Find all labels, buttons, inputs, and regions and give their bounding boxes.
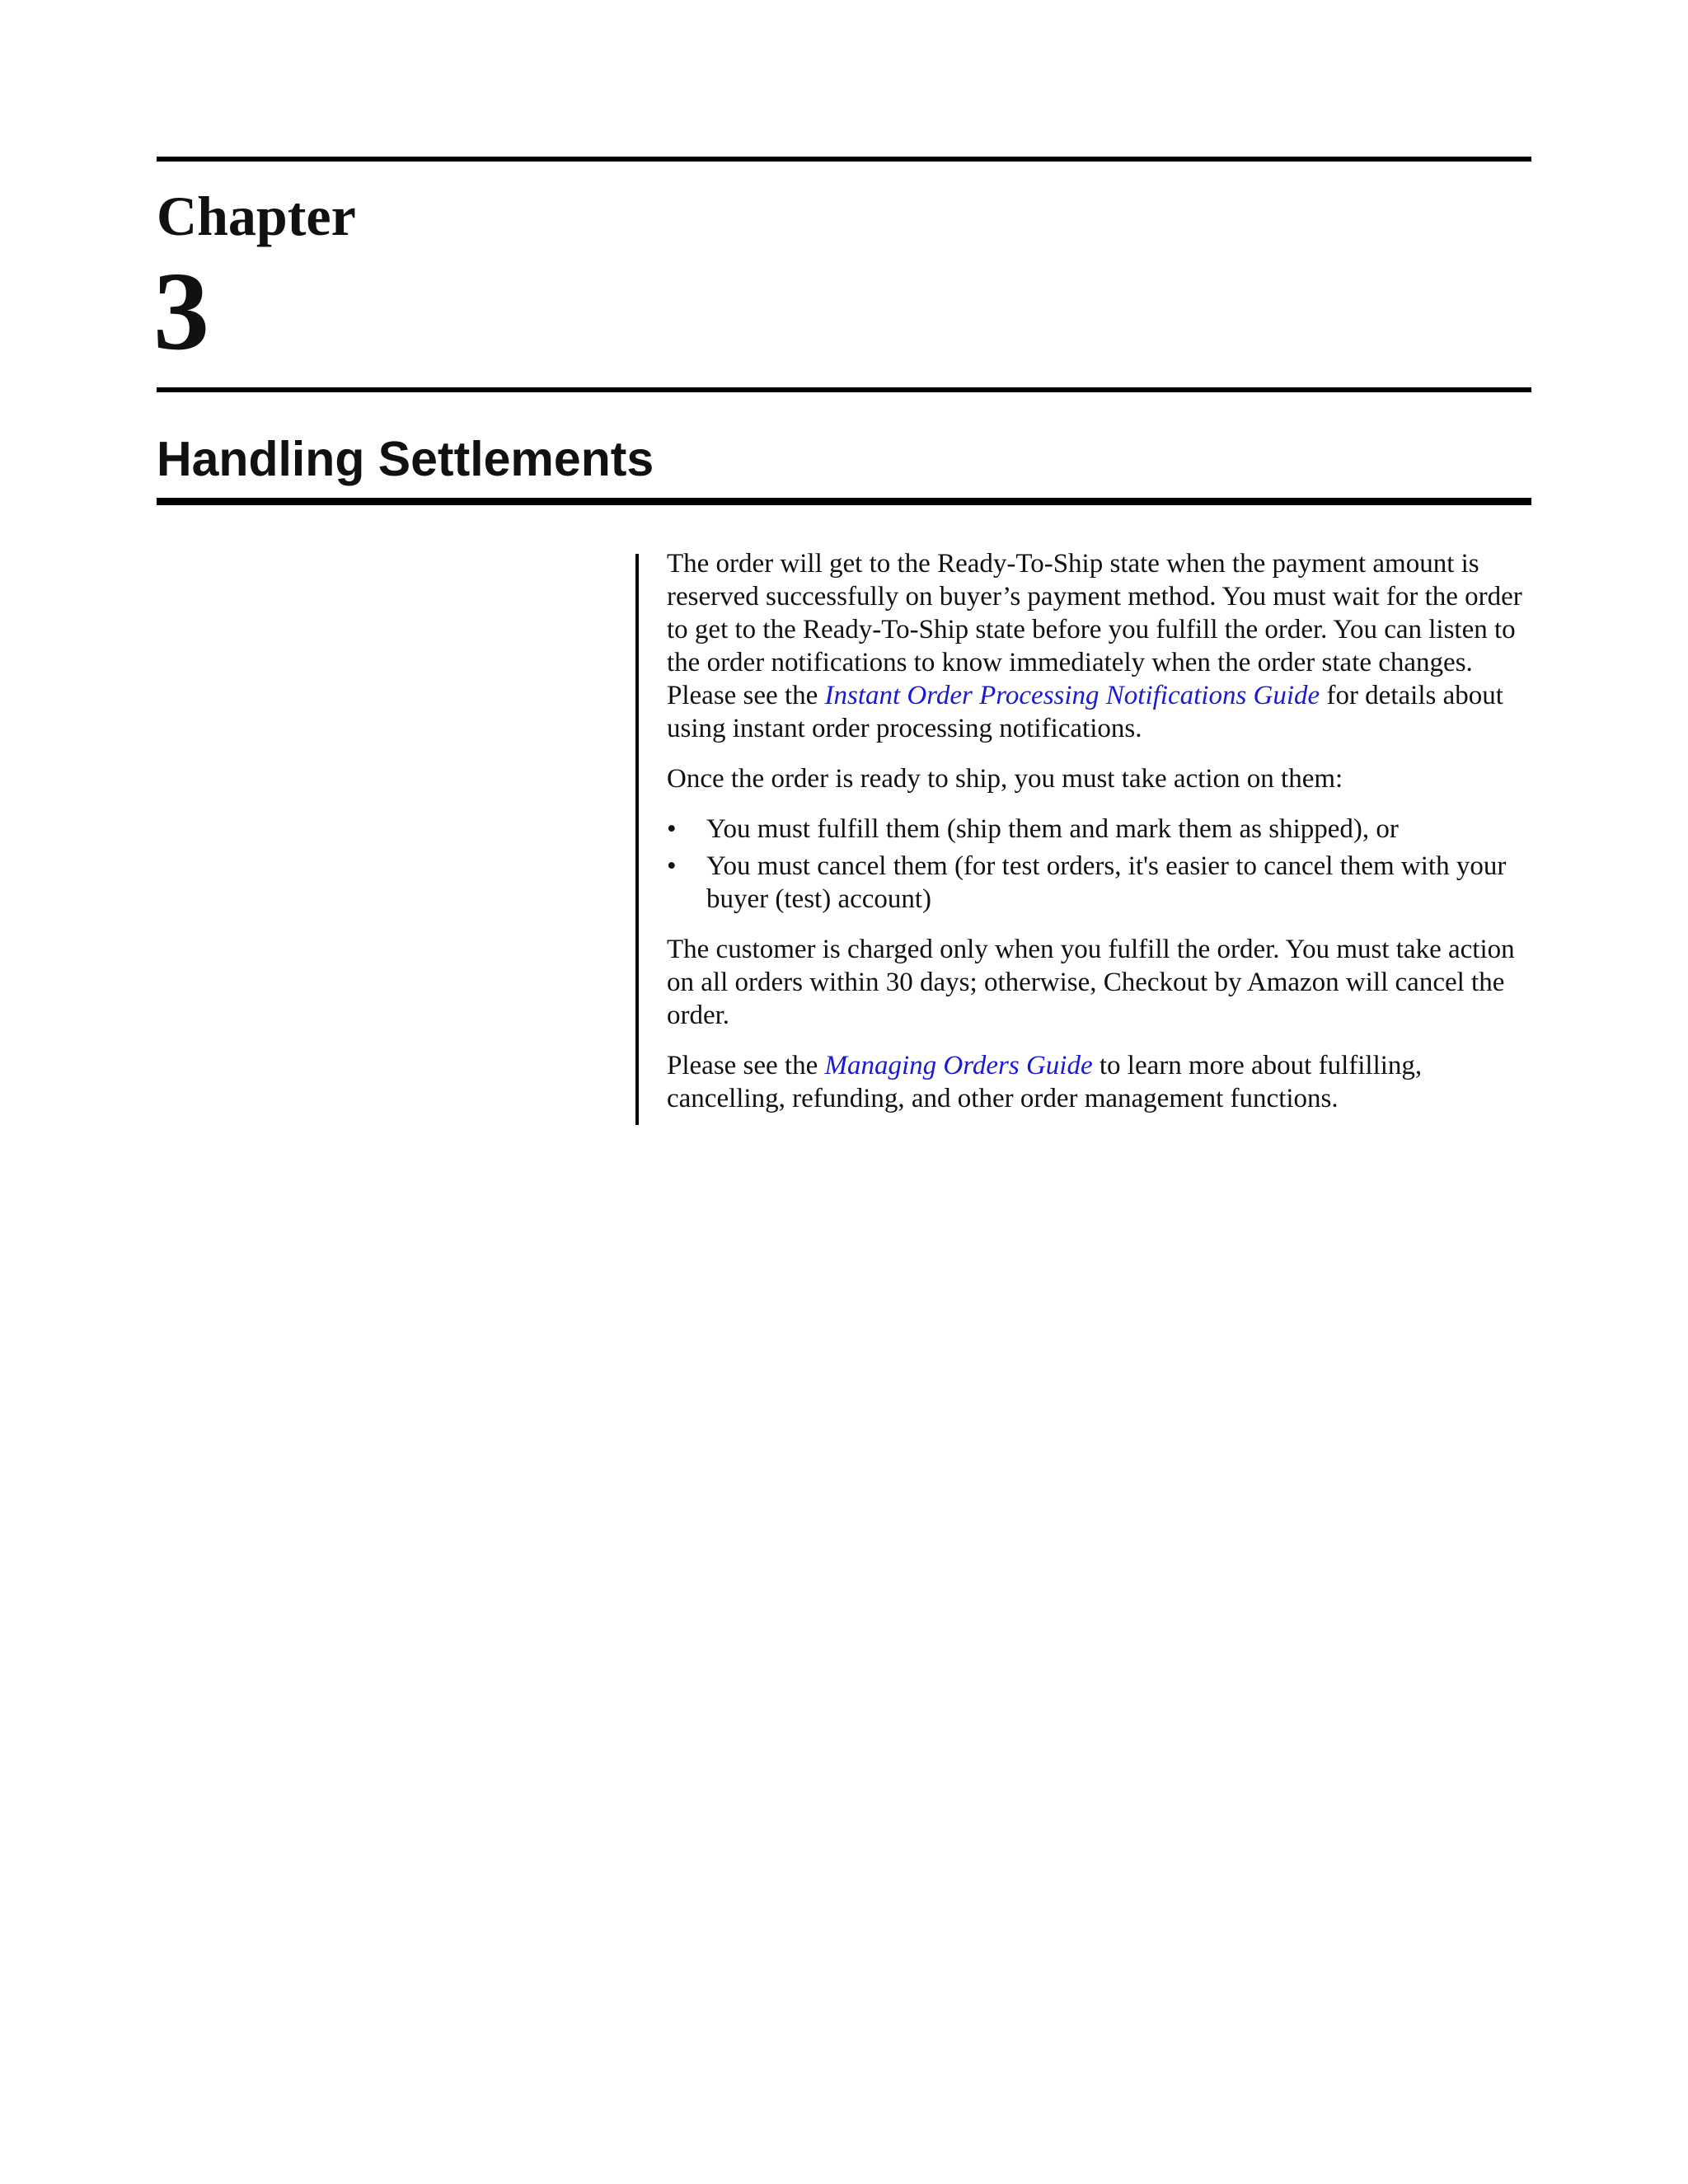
change-bar [635, 554, 639, 1125]
paragraph-managing-orders [667, 1049, 1531, 1115]
paragraph-customer-charged: The customer is charged only when you fulfill the order. You must take action on all orders within 30 days; otherwise, Checkout by Amazon will cancel the order. [667, 935, 1515, 1030]
paragraph-text: for details about using instant order processing notifications. [667, 681, 1503, 743]
paragraph-text: The order will get to the Ready-To-Ship state when the payment amount is reserved successfully on buyer’s payment method. You must wait for the order to get to the Ready-To-Ship state before you fulfill the order. You can listen to the order notifications to know immediately when the order state changes. Please see the [667, 549, 1522, 710]
paragraph-take-action: Once the order is ready to ship, you must take action on them: [667, 764, 1343, 794]
body-content [667, 547, 1531, 1132]
chapter-top-rule [157, 157, 1531, 162]
title-underline-rule [157, 498, 1531, 505]
action-bullet-list [667, 813, 1531, 916]
paragraph-ready-to-ship [667, 547, 1531, 745]
chapter-middle-rule [157, 387, 1531, 392]
list-item [667, 813, 1531, 846]
bullet-mark: • [667, 851, 677, 881]
chapter-label: Chapter [157, 185, 356, 247]
paragraph-text: to learn more about fulfilling, cancelling, refunding, and other order management functions. [667, 1051, 1423, 1113]
list-item-text: You must fulfill them (ship them and mark them as shipped), or [706, 814, 1399, 844]
bullet-mark: • [667, 814, 677, 844]
list-item [667, 850, 1531, 916]
list-item-text: You must cancel them (for test orders, it's easier to cancel them with your buyer (test) account) [706, 851, 1507, 914]
chapter-number: 3 [153, 250, 209, 373]
paragraph-text: Please see the [667, 1051, 825, 1080]
managing-orders-guide-link[interactable]: Managing Orders Guide [824, 1051, 1093, 1080]
instant-order-notifications-guide-link[interactable]: Instant Order Processing Notifications Guide [824, 681, 1320, 710]
chapter-title: Handling Settlements [157, 432, 654, 486]
